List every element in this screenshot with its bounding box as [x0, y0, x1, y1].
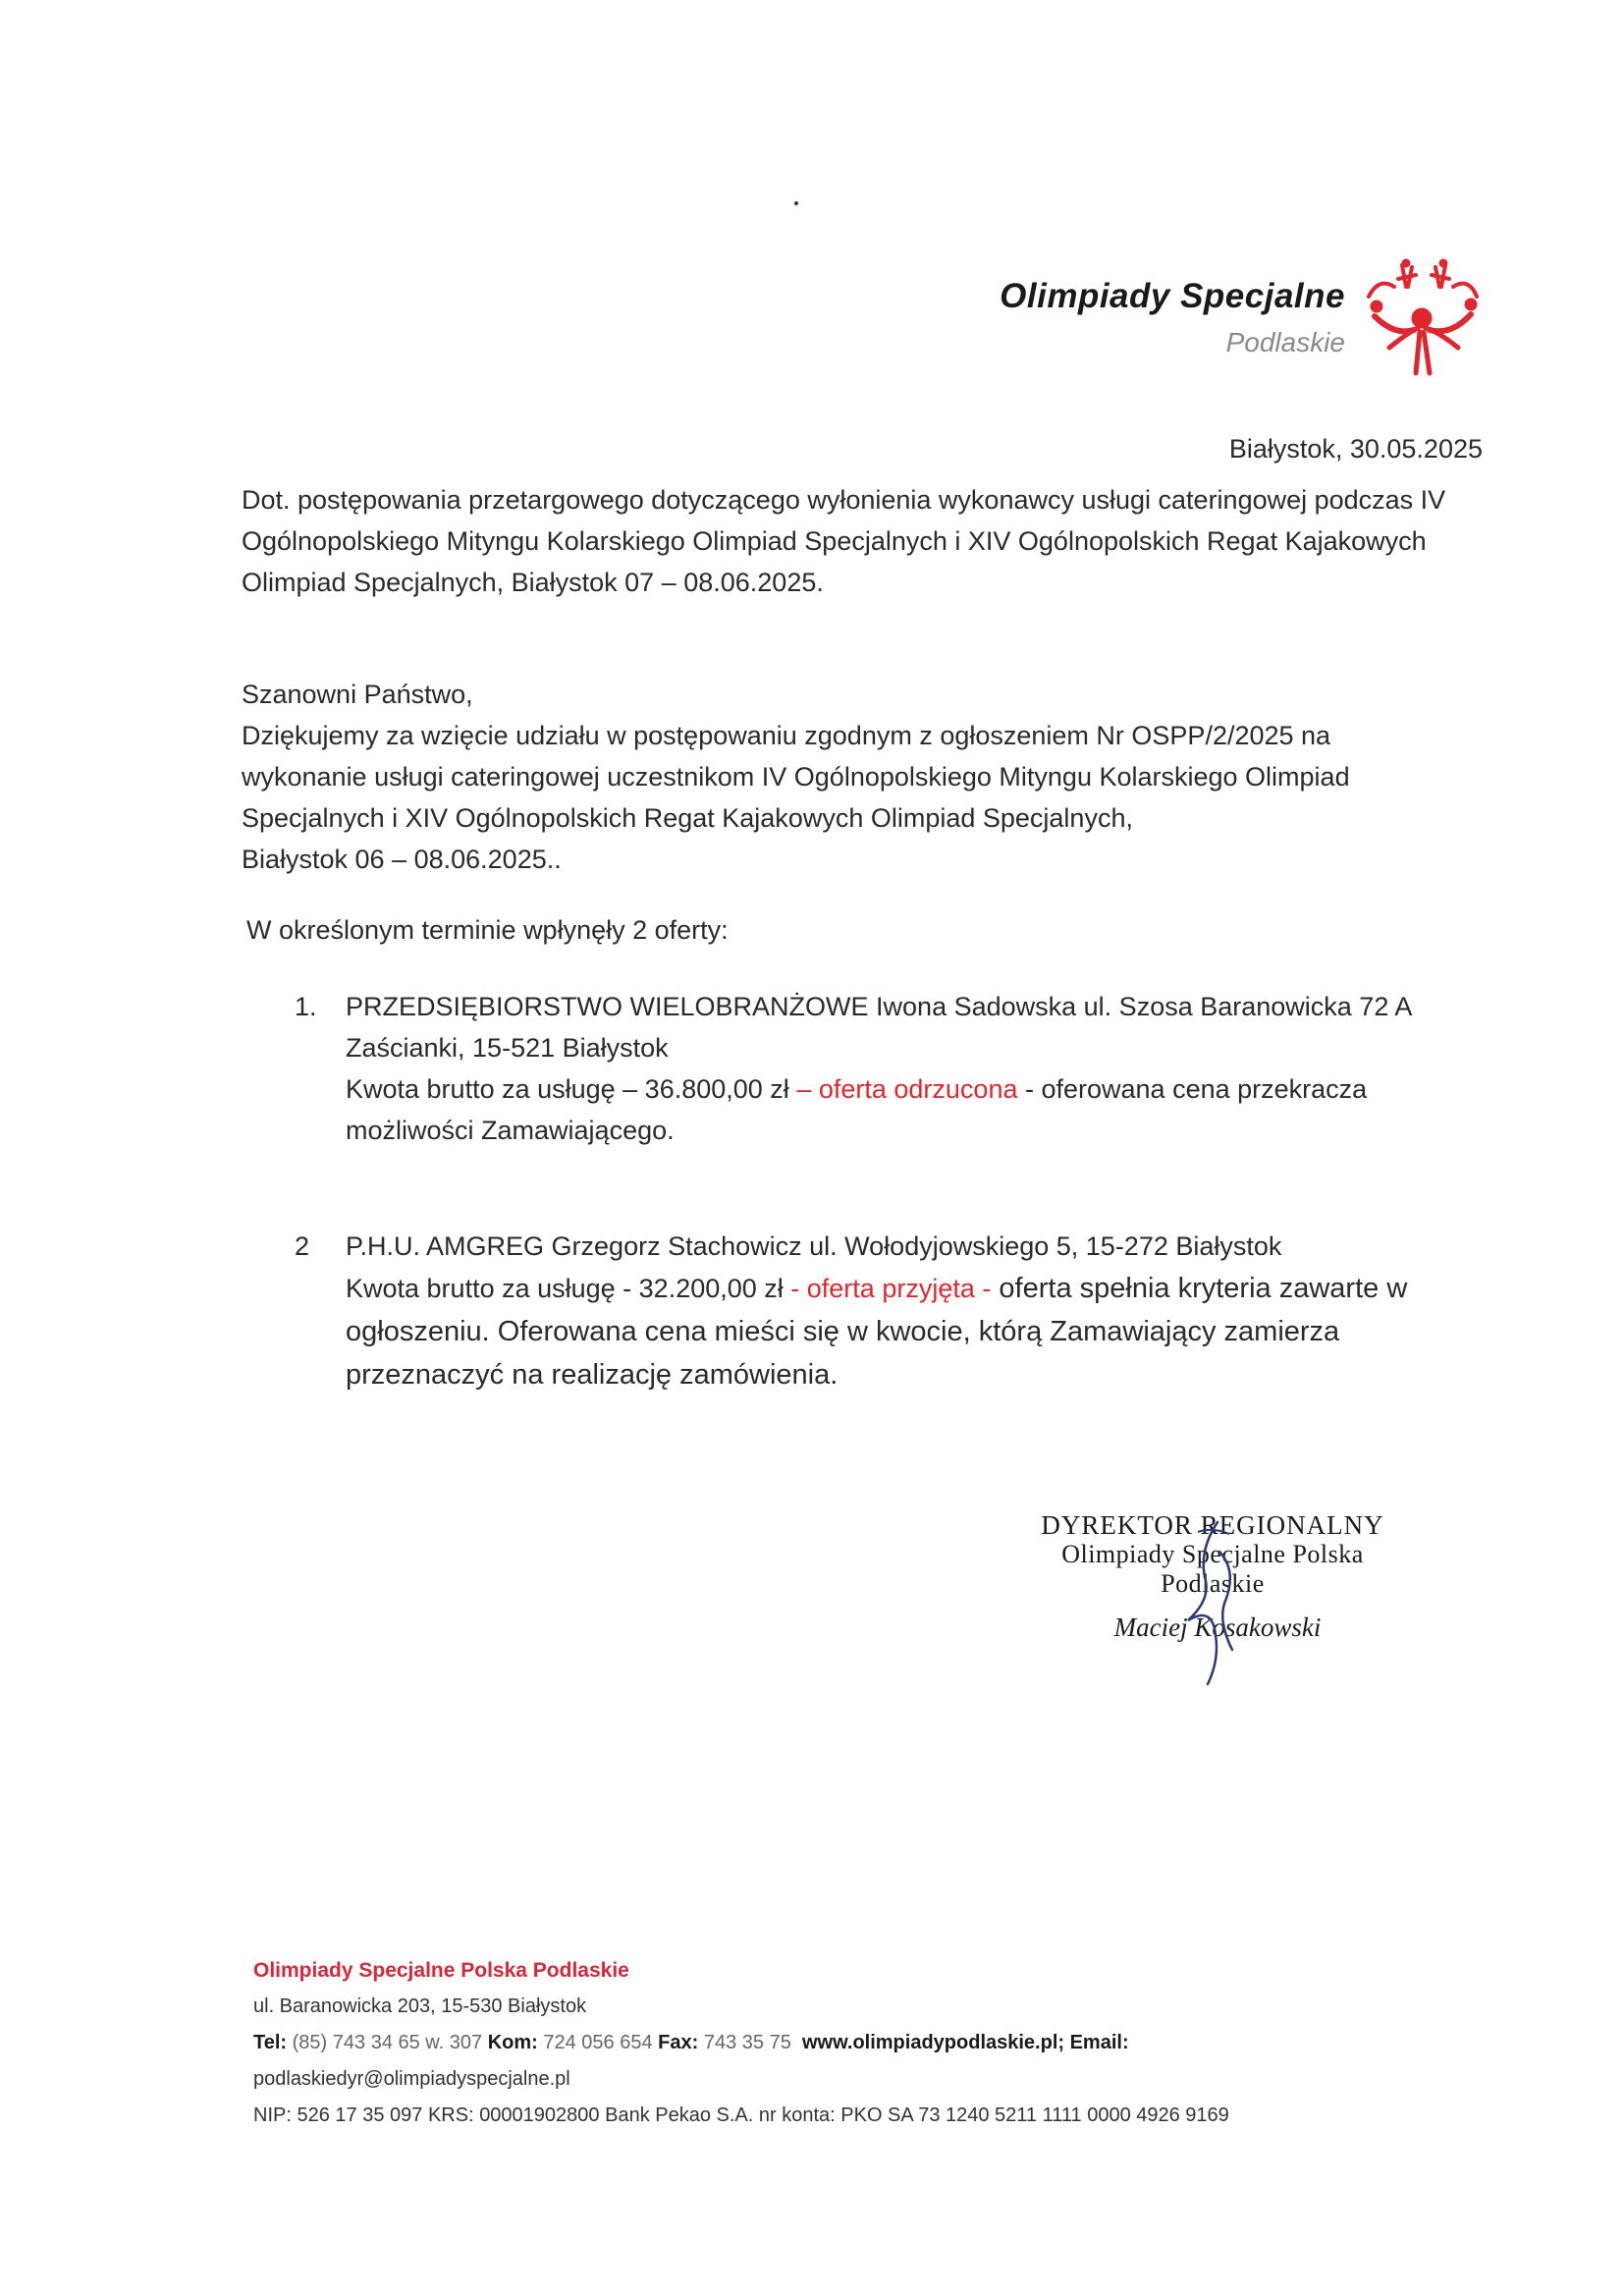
offer-content [346, 986, 1485, 1151]
scan-dot [794, 201, 798, 205]
kom-value: 724 056 654 [543, 2032, 653, 2053]
offer-amount: Kwota brutto za usługę – 36.800,00 zł [346, 1074, 789, 1104]
email-label: ; Email: [1057, 2032, 1129, 2053]
special-olympics-logo-icon [1355, 257, 1492, 385]
intro-text: Dziękujemy za wzięcie udziału w postępowaniu zgodnym z ogłoszeniem Nr OSPP/2/2025 na wykonanie usługi cateringowej uczestnikom IV Ogólnopolskiego Mityngu Kolarskiego Olimpiad Specjalnych i XIV Ogólnopolskich Regat Kajakowych Olimpiad Specjalnych, [242, 721, 1350, 833]
org-name: Olimpiady Specjalne [1000, 277, 1345, 315]
offer-comment: - oferowana cena przekracza możliwości Zamawiającego. [346, 1074, 1368, 1145]
intro-end: Białystok 06 – 08.06.2025.. [242, 845, 562, 874]
offer-company: P.H.U. AMGREG Grzegorz Stachowicz ul. Wołodyjowskiego 5, 15-272 Białystok [346, 1231, 1282, 1261]
nip-value: 526 17 35 097 [297, 2104, 423, 2126]
signature-name: Maciej Kosakowski [1113, 1612, 1322, 1642]
footer-email[interactable]: podlaskiedyr@olimpiadyspecjalne.pl [253, 2068, 570, 2090]
offer-number: 1. [295, 992, 317, 1021]
offer-status: – oferta odrzucona [796, 1074, 1018, 1104]
krs-label: KRS: [427, 2104, 474, 2126]
offer-comment: oferta spełnia kryteria zawarte w ogłoszeniu. Oferowana cena mieści się w kwocie, którą Zamawiający zamierza przeznaczyć na realizację zamówienia. [346, 1273, 1408, 1391]
signature-org-line2: Podlaskie [1161, 1569, 1265, 1598]
offer-number: 2 [295, 1231, 310, 1261]
offer-company: PRZEDSIĘBIORSTWO WIELOBRANŻOWE Iwona Sadowska ul. Szosa Baranowicka 72 A Zaścianki, 15-521 Białystok [346, 992, 1411, 1063]
account-value: PKO SA 73 1240 5211 1111 0000 4926 9169 [840, 2104, 1229, 2126]
fax-label: Fax: [658, 2032, 699, 2053]
offer-content [346, 1226, 1485, 1396]
handwritten-signature-icon [1159, 1512, 1267, 1689]
tel-value: (85) 743 34 65 w. 307 [292, 2032, 483, 2053]
account-label: nr konta: [758, 2104, 836, 2126]
offer-details [346, 1068, 1485, 1151]
footer [253, 1952, 1530, 2134]
bank-name: Bank Pekao S.A. [605, 2104, 754, 2126]
offers-intro: W określonym terminie wpłynęły 2 oferty: [246, 915, 729, 945]
fax-value: 743 35 75 [703, 2032, 791, 2053]
offer-details [346, 1267, 1485, 1396]
footer-org-name: Olimpiady Specjalne Polska Podlaskie [253, 1959, 629, 1982]
place-date: Białystok, 30.05.2025 [1228, 434, 1483, 464]
footer-address: ul. Baranowicka 203, 15-530 Białystok [253, 1995, 587, 2017]
letter-intro [242, 715, 1400, 880]
offer-amount: Kwota brutto za usługę - 32.200,00 zł [346, 1274, 784, 1303]
website-link[interactable]: www.olimpiadypodlaskie.pl [801, 2032, 1058, 2053]
signature-title: DYREKTOR REGIONALNY [1041, 1510, 1384, 1540]
offer-status: - oferta przyjęta - [783, 1274, 992, 1303]
letter-subject: Dot. postępowania przetargowego dotyczącego wyłonienia wykonawcy usługi cateringowej podczas IV Ogólnopolskiego Mityngu Kolarskiego Olimpiad Specjalnych i XIV Ogólnopolskich Regat Kajakowych Olimpiad Specjalnych, Białystok 07 – 08.06.2025. [242, 485, 1446, 597]
greeting: Szanowni Państwo, [242, 680, 473, 709]
tel-label: Tel: [253, 2032, 288, 2053]
footer-contact [253, 2025, 1530, 2061]
signature-org-line1: Olimpiady Specjalne Polska [1061, 1540, 1364, 1568]
krs-value: 00001902800 [479, 2104, 600, 2126]
kom-label: Kom: [487, 2032, 538, 2053]
org-region: Podlaskie [1225, 327, 1345, 357]
nip-label: NIP: [253, 2104, 292, 2126]
footer-registry [253, 2098, 1530, 2134]
